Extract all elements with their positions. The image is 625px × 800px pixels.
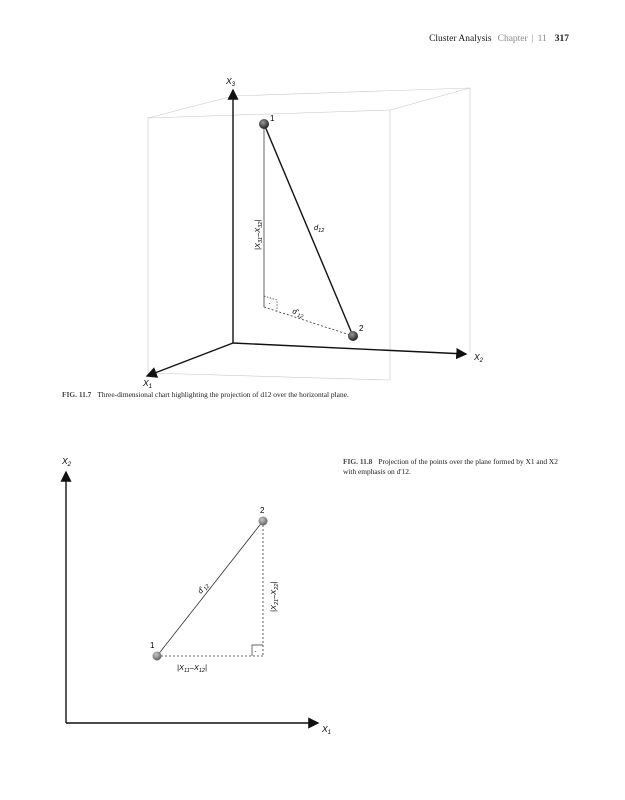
d12-label: $d_{12}$ <box>314 223 325 234</box>
header-chapter: Chapter <box>497 34 528 44</box>
fig2-right-angle-marker <box>252 645 263 656</box>
fig2-point-1-marker <box>153 652 162 661</box>
fig2-x1-axis-label: $X_1$ <box>322 724 332 736</box>
point-1-label: 1 <box>270 114 275 123</box>
figure-11-8-number: FIG. 11.8 <box>343 457 373 466</box>
fig2-vertical-distance-label: $|X_{21}-X_{22}|$ <box>269 581 280 612</box>
x2-axis-label: $X_2$ <box>474 352 484 364</box>
figure-11-8-caption <box>343 457 563 477</box>
fig2-d-prime-12-label: $d'_{12}$ <box>195 583 212 596</box>
right-angle-dot: • <box>269 301 271 306</box>
figure-11-7-caption-text: Three-dimensional chart highlighting the projection of d12 over the horizontal plane. <box>97 390 349 399</box>
header-chapter-number: 11 <box>537 34 547 44</box>
fig2-right-angle-dot: • <box>255 649 257 654</box>
header-separator: | <box>531 34 534 44</box>
fig2-point-2-marker <box>259 517 268 526</box>
figure-11-7-number: FIG. 11.7 <box>62 390 92 399</box>
x1-axis-label: $X_1$ <box>143 378 153 390</box>
fig2-x2-axis-label: $X_2$ <box>62 456 72 468</box>
d-prime-12-label: $d'_{12}$ <box>291 306 304 321</box>
vertical-distance-label: $|X_{31}-X_{32}|$ <box>253 219 264 250</box>
page-number: 317 <box>554 34 569 44</box>
point-2-label: 2 <box>359 324 364 333</box>
x3-axis-label: $X_3$ <box>226 76 236 88</box>
fig2-horizontal-distance-label: $|X_{11}-X_{12}|$ <box>177 663 207 674</box>
fig2-point-1-label: 1 <box>150 641 155 650</box>
header-section: Cluster Analysis <box>429 34 492 44</box>
fig2-point-2-label: 2 <box>260 506 265 515</box>
figure-11-8-caption-text: Projection of the points over the plane formed by X1 and X2 with emphasis on d'12. <box>343 457 558 476</box>
